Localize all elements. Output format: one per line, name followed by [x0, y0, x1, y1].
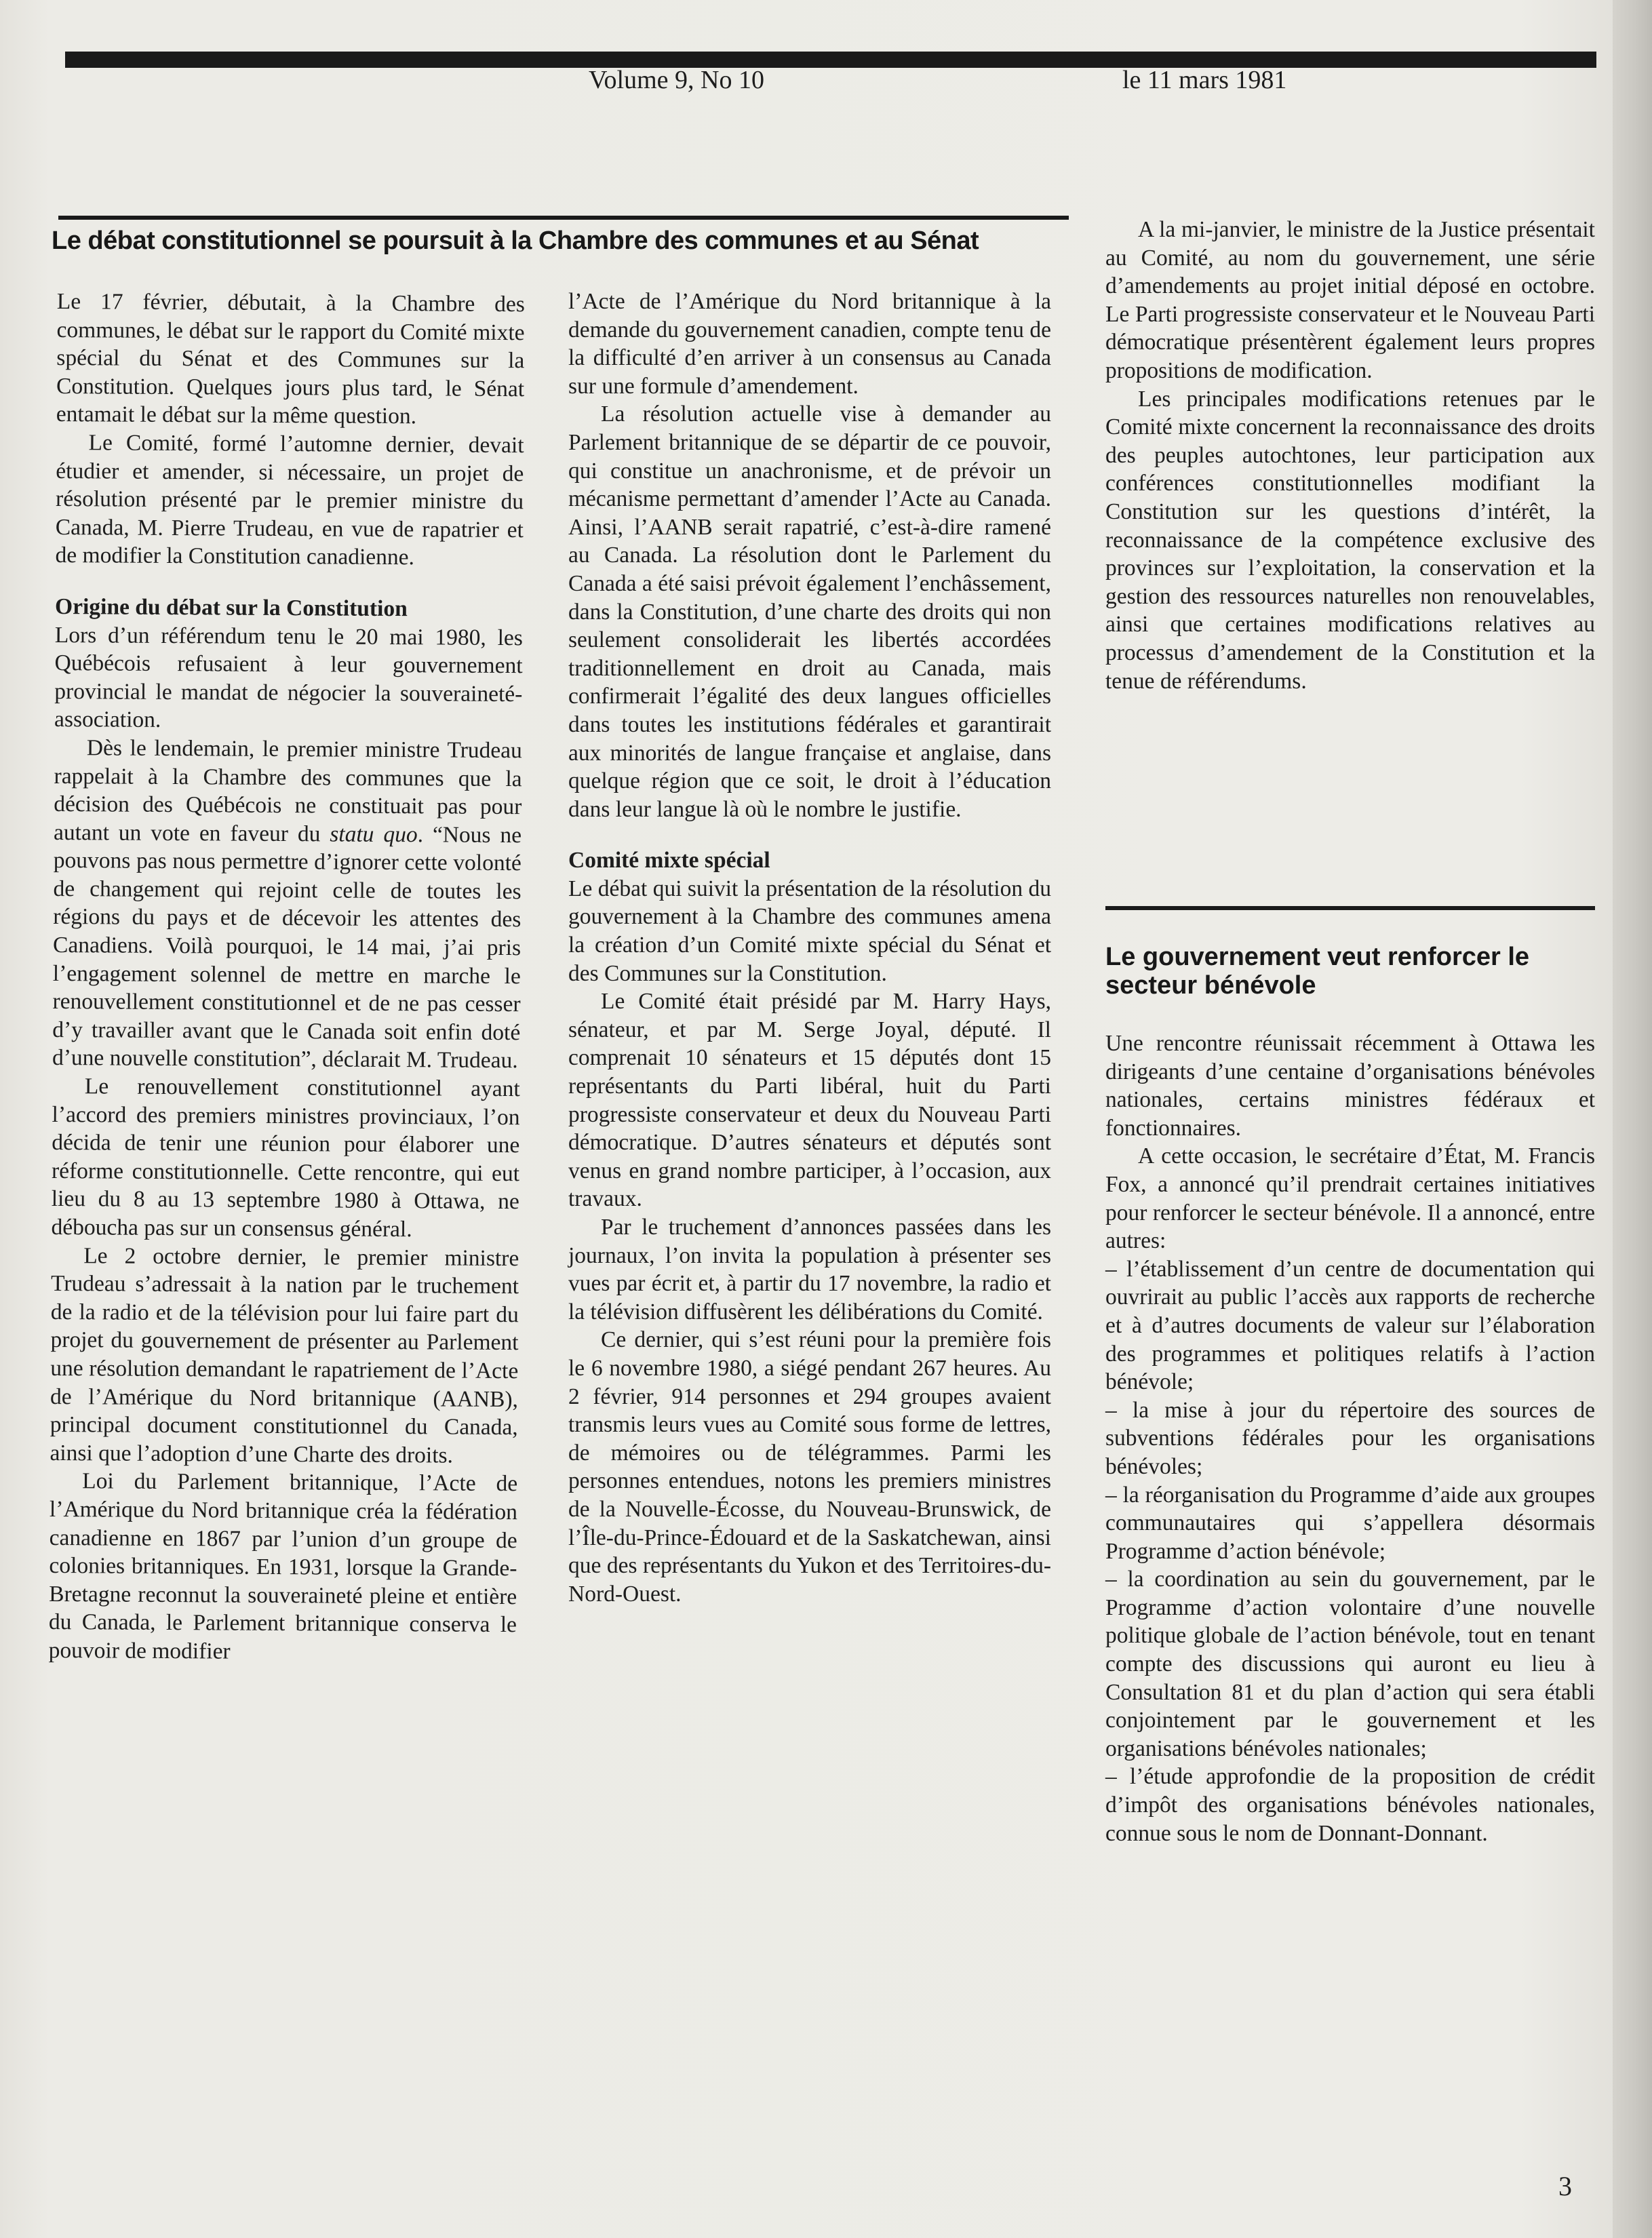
paragraph: Les principales modifications retenues par le Comité mixte concernent la reconnaissance des droits des peuples autochtones, leur participation aux conférences constitutionnelles modifiant la Constitution sur les questions d’intérêt, la reconnaissance de la compétence exclusive des provinces sur l’exploitation, la conservation et la gestion des ressources naturelles non renouvelables, ainsi que certaines modifications relatives au processus d’amendement de la Constitution et la tenue de référendums. [1105, 386, 1595, 694]
subheading-origin: Origine du débat sur la Constitution [55, 593, 408, 622]
list-item: – l’étude approfondie de la proposition de crédit d’impôt des organisations bénévoles nationales, connue sous le nom de Donnant-Donnant. [1105, 1764, 1595, 1846]
article-divider-rule [1105, 906, 1595, 910]
paragraph: A cette occasion, le secrétaire d’État, M. Francis Fox, a annoncé qu’il prendrait certaines initiatives pour renforcer le secteur bénévole. Il a annoncé, entre autres: [1105, 1143, 1595, 1254]
paragraph: Le débat qui suivit la présentation de la résolution du gouvernement à la Chambre des communes amena la création d’un Comité mixte spécial du Sénat et des Communes sur la Constitution. [568, 876, 1051, 986]
article-divider-rule [58, 216, 1069, 220]
paragraph: Dès le lendemain, le premier ministre Trudeau rappelait à la Chambre des communes que la décision des Québécois ne constituait pas pour autant un vote en faveur du statu quo. “Nous ne pouvons pas nous permettre d’ignorer cette volonté de changement qui rejoint celle de toutes les régions du pays et de décevoir les attentes des Canadiens. Voilà pourquoi, le 14 mai, j’ai pris l’engagement solennel de mettre en marche le renouvellement constitutionnel et de ne pas cesser d’y travailler avant que le Canada soit enfin doté d’une nouvelle constitution”, déclarait M. Trudeau. [52, 735, 522, 1074]
article-title-volunteer-sector: Le gouvernement veut renforcer le secteur bénévole [1105, 943, 1530, 1000]
paragraph: Le Comité, formé l’automne dernier, devait étudier et amender, si nécessaire, un projet de résolution présenté par le premier ministre du Canada, M. Pierre Trudeau, en vue de rapatrier et de modifier la Constitution canadienne. [55, 430, 524, 570]
list-item: – l’établissement d’un centre de documentation qui ouvrirait au public l’accès aux rapports de recherche et à d’autres documents de valeur sur l’élaboration des programmes et politiques relatifs à l’action bénévole; [1105, 1256, 1595, 1395]
article-column-1 [49, 288, 525, 1668]
paragraph: Lors d’un référendum tenu le 20 mai 1980, les Québécois refusaient à leur gouvernement provincial le mandat de négocier la souveraineté-association. [54, 622, 523, 733]
top-rule [65, 52, 1596, 68]
page-edge [1613, 0, 1652, 2238]
paragraph: Loi du Parlement britannique, l’Acte de l’Amérique du Nord britannique créa la fédération canadienne en 1867 par l’union d’un groupe de colonies britanniques. En 1931, lorsque la Grande-Bretagne reconnut la souveraineté pleine et entière du Canada, le Parlement britannique conserva le pouvoir de modifier [48, 1468, 518, 1664]
list-item: – la réorganisation du Programme d’aide aux groupes communautaires qui s’appellera désormais Programme d’action bénévole; [1105, 1482, 1595, 1564]
article-2-body [1105, 1029, 1595, 1847]
list-item: – la mise à jour du répertoire des sources de subventions fédérales pour les organisations bénévoles; [1105, 1397, 1595, 1479]
paragraph: Le renouvellement constitutionnel ayant l’accord des premiers ministres provinciaux, l’on décida de tenir une réunion pour élaborer une réforme constitutionnelle. Cette rencontre, qui eut lieu du 8 au 13 septembre 1980 à Ottawa, ne déboucha pas sur un consensus général. [51, 1074, 520, 1242]
paragraph: La résolution actuelle vise à demander au Parlement britannique de se départir de ce pouvoir, qui constitue un anachronisme, et de prévoir un mécanisme permettant d’amender l’Acte au Canada. Ainsi, l’AANB serait rapatrié, c’est-à-dire ramené au Canada. La résolution dont le Parlement du Canada a été saisi prévoit également l’enchâssement, dans la Constitution, d’une charte des droits qui non seulement consoliderait les libertés accordées traditionnellement en droit au Canada, mais confirmerait l’égalité des deux langues officielles dans toutes les institutions fédérales et garantirait aux minorités de langue française et anglaise, dans quelque région que ce soit, le droit à l’éducation dans leur langue là où le nombre le justifie. [568, 401, 1051, 822]
issue-date: le 11 mars 1981 [1122, 66, 1287, 94]
paragraph: l’Acte de l’Amérique du Nord britannique à la demande du gouvernement canadien, compte tenu de la difficulté d’en arriver à un consensus au Canada sur une formule d’amendement. [568, 289, 1051, 399]
paragraph: Le Comité était présidé par M. Harry Hays, sénateur, et par M. Serge Joyal, député. Il comprenait 10 sénateurs et 15 députés dont 15 représentants du Parti libéral, huit du Parti progressiste conservateur et deux du Nouveau Parti démocratique. D’autres sénateurs et députés sont venus en grand nombre participer, à l’occasion, aux travaux. [568, 989, 1051, 1212]
article-title-constitution: Le débat constitutionnel se poursuit à la Chambre des communes et au Sénat [52, 227, 979, 255]
article-column-3 [1105, 216, 1595, 695]
article-column-2 [568, 288, 1051, 1608]
paragraph: Par le truchement d’annonces passées dans les journaux, l’on invita la population à présenter ses vues par écrit et, à partir du 17 novembre, la radio et la télévision diffusèrent les délibérations du Comité. [568, 1215, 1051, 1324]
paragraph: A la mi-janvier, le ministre de la Justice présentait au Comité, au nom du gouvernement, une série d’amendements au projet initial déposé en octobre. Le Parti progressiste conservateur et le Nouveau Parti démocratique présentèrent également leurs propres propositions de modification. [1105, 217, 1595, 383]
paragraph: Le 2 octobre dernier, le premier ministre Trudeau s’adressait à la nation par le truchement de la radio et de la télévision pour lui faire part du projet du gouvernement de présenter au Parlement une résolution demandant le rapatriement de l’Acte de l’Amérique du Nord britannique (AANB), principal document constitutionnel du Canada, ainsi que l’adoption d’une Charte des droits. [50, 1242, 519, 1468]
paragraph: Le 17 février, débutait, à la Chambre des communes, le débat sur le rapport du Comité mixte spécial du Sénat et des Communes sur la Constitution. Quelques jours plus tard, le Sénat entamait le débat sur la même question. [56, 288, 525, 429]
volume-number: Volume 9, No 10 [589, 66, 764, 94]
paragraph: Une rencontre réunissait récemment à Ottawa les dirigeants d’une centaine d’organisations bénévoles nationales, certains ministres fédéraux et fonctionnaires. [1105, 1031, 1595, 1141]
page-number: 3 [1558, 2171, 1572, 2201]
subheading-joint-committee: Comité mixte spécial [568, 848, 770, 873]
paragraph: Ce dernier, qui s’est réuni pour la première fois le 6 novembre 1980, a siégé pendant 267 heures. Au 2 février, 914 personnes et 294 groupes avaient transmis leurs vues au Comité sous forme de lettres, de mémoires ou de télégrammes. Parmi les personnes entendues, notons les premiers ministres de la Nouvelle-Écosse, du Nouveau-Brunswick, de l’Île-du-Prince-Édouard et de la Saskatchewan, ainsi que des représentants du Yukon et des Territoires-du-Nord-Ouest. [568, 1327, 1051, 1607]
list-item: – la coordination au sein du gouvernement, par le Programme d’action volontaire d’une nouvelle politique globale de l’action bénévole, tout en tenant compte des discussions qui auront eu lieu à Consultation 81 et du plan d’action qui sera établi conjointement par le gouvernement et les organisations bénévoles nationales; [1105, 1567, 1595, 1761]
